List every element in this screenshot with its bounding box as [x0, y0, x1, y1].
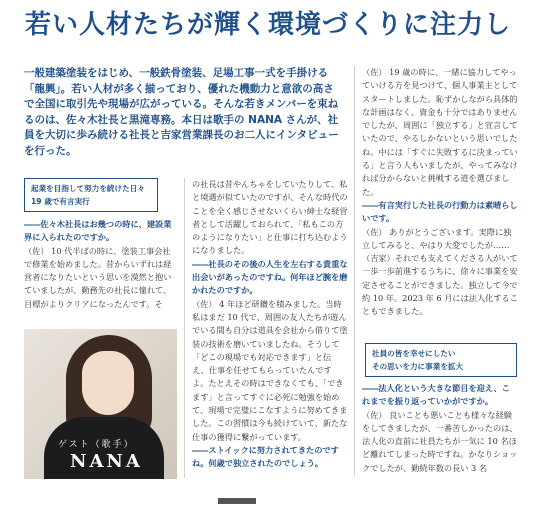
- interview-question: ――佐々木社長はお幾つの時に、建設業界に入られたのですか。: [24, 219, 172, 243]
- interview-answer: （吉家）それでも支えてくださる人がいて一歩一歩前進するうちに、徐々に事業を安定させることができました。独立して今で約 10 年。2023 年 6 月には法人化することもできました。: [362, 253, 518, 317]
- column-3: [362, 66, 518, 319]
- section-heading-line: 社員の皆を幸せにしたい: [372, 349, 456, 358]
- lead-paragraph: 一般建築塗装をはじめ、一般鉄骨塗装、足場工事一式を手掛ける「龍興」。若い人材が多く揃っており、優れた機動力と意欲の高さで全国に取引先や現場が広がっている。そんな若きメンバーを束ねるのは、佐々木社長と黒滝専務。本日は歌手の NANA さんが、社員を大切に歩み続ける社長と吉家営業課長のお二人にインタビューを行った。: [24, 67, 339, 157]
- scroll-indicator: [218, 498, 256, 504]
- section-heading-line: 起業を目指して努力を続けた日々: [31, 184, 145, 193]
- column-4: [362, 382, 518, 475]
- interview-answer: （佐） ありがとうございます。実際に独立してみると、やはり大変でしたが……: [362, 226, 512, 250]
- column-divider: [354, 66, 355, 476]
- interview-question: ――有言実行した社長の行動力は素晴らしいです。: [362, 199, 518, 224]
- interview-answer: （佐） 4 年ほど研鑽を積みました。当時私はまだ 10 代で、周囲の友人たちが遊んでいる間も自分は道具を会社から借りて塗装の技術を磨いていましたね。そうして「どこの現場でも対応できます」と伝え、仕事を任せてもらっていたんですよ。たとえその時はできなくても、「できます」と言ってすぐに必死に勉強を始めて、現場で完璧にこなすように努めてきました。この習慣は今も続けていて、新たな仕事の獲得に繋がっています。: [192, 298, 348, 442]
- section-heading-line: その思いを力に事業を拡大: [372, 362, 464, 371]
- interview-question: ――ストイックに努力されてきたのですね。何歳で独立されたのでしょう。: [192, 444, 339, 469]
- column-1: [24, 218, 176, 311]
- section-heading-box: [365, 343, 517, 377]
- photo-caption-name: NANA: [70, 451, 143, 472]
- photo-face: [82, 351, 134, 415]
- interview-answer: の社長は昔やんちゃをしていたりして、私と境遇が似ていたのですが、そんな時代のことを全く感じさせないくらい紳士な経営者として活躍しておられて、「私もこの方のようになりたい」と仕事に打ち込むようになりました。: [192, 179, 348, 256]
- interview-question: ――法人化という大きな節目を迎え、これまでを振り返っていかがですか。: [362, 383, 510, 407]
- page-title: 若い人材たちが輝く環境づくりに注力し: [24, 10, 511, 40]
- column-2: [192, 178, 348, 471]
- guest-photo: [24, 329, 177, 479]
- section-heading-box: [24, 178, 158, 212]
- interview-answer: （佐） 良いことも悪いことも様々な経験をしてきましたが、一番苦しかったのは、法人化の直前に社員たちが一気に 10 名ほど離れてしまった時ですね。かなりショックでしたが、勤続年数の長い 3 名: [362, 409, 518, 473]
- interview-answer: （佐） 10 代半ばの時に、塗装工事会社で修業を始めました。昔からいずれは経営者になりたいという思いを漠然と抱いていましたが、勤務先の社長に憧れて、目標がよりクリアになったんです。そ: [24, 245, 172, 309]
- photo-caption-label: ゲスト（歌手）: [58, 440, 135, 450]
- section-heading-line: 19 歳で有言実行: [31, 197, 90, 206]
- interview-question: ――社長のその後の人生を左右する貴重な出会いがあったのですね。何年ほど腕を磨かれたのですか。: [192, 258, 348, 296]
- interview-answer: （佐） 19 歳の時に、一緒に協力してやっていける方を見つけて、個人事業主としてスタートしました。恥ずかしながら具体的な計画はなく、資金も十分ではありませんでしたが、周囲に「独立する」と宣言していたので、やるしかないという思いでしたね。中には「すぐに失敗するに決まっている」と言う人もいましたが、やってみなければ分からないと挑戦する道を選びました。: [362, 67, 518, 197]
- column-divider: [184, 178, 185, 478]
